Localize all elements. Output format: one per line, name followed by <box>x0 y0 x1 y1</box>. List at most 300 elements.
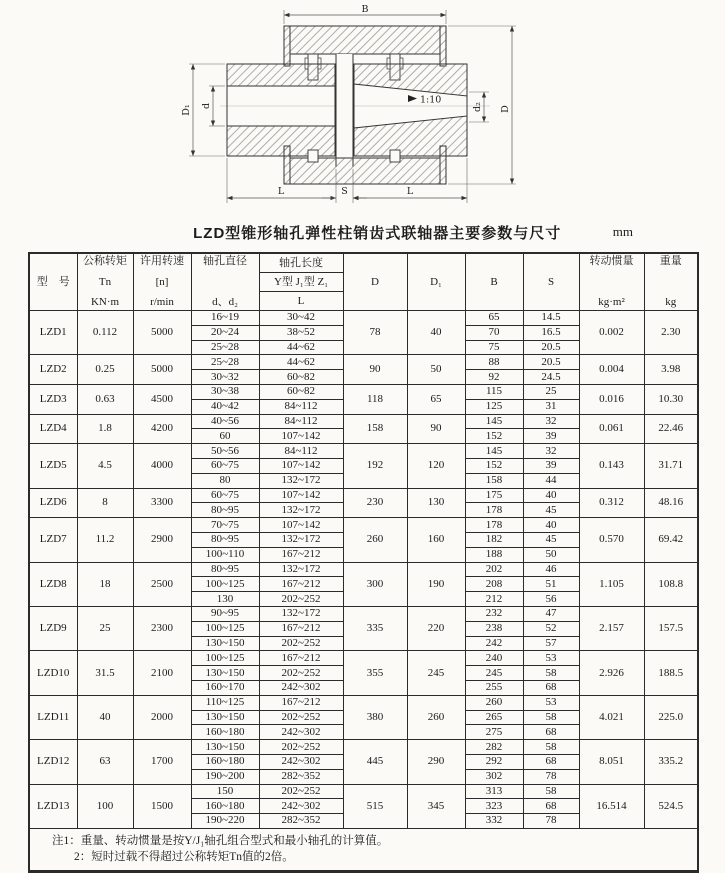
cell-B: 208 <box>465 577 523 592</box>
cell-weight: 524.5 <box>644 784 698 828</box>
col-header-bore-length <box>259 253 343 311</box>
cell-D: 355 <box>343 651 407 695</box>
cell-D1: 220 <box>407 606 465 650</box>
cell-bore-diameter: 190~200 <box>191 769 259 784</box>
cell-S: 53 <box>523 695 579 710</box>
cell-bore-diameter: 100~125 <box>191 577 259 592</box>
cell-B: 302 <box>465 769 523 784</box>
cell-bore-length: 242~302 <box>259 680 343 695</box>
cell-B: 178 <box>465 503 523 518</box>
table-row <box>29 518 698 533</box>
inertia-title: 转动惯量 <box>589 255 634 267</box>
cell-weight: 22.46 <box>644 414 698 444</box>
cell-S: 39 <box>523 429 579 444</box>
sleeve-top-cap-right <box>440 26 446 66</box>
cell-D: 230 <box>343 488 407 518</box>
table-row <box>29 562 698 577</box>
col-header-inertia <box>579 253 644 311</box>
table-row <box>29 355 698 370</box>
cell-B: 292 <box>465 754 523 769</box>
cell-bore-diameter: 25~28 <box>191 340 259 355</box>
dim-label-l-right: L <box>406 186 414 197</box>
cell-S: 78 <box>523 769 579 784</box>
cell-bore-length: 132~172 <box>259 503 343 518</box>
cell-bore-length: 167~212 <box>259 695 343 710</box>
cell-inertia: 8.051 <box>579 740 644 784</box>
cell-speed: 4200 <box>133 414 191 444</box>
table-row <box>29 311 698 326</box>
cell-model: LZD7 <box>29 518 77 562</box>
cell-bore-length: 84~112 <box>259 414 343 429</box>
table-header <box>29 253 698 311</box>
cell-model: LZD1 <box>29 311 77 355</box>
cell-D1: 40 <box>407 311 465 355</box>
notes-cell <box>29 828 698 871</box>
cell-D: 118 <box>343 384 407 414</box>
cell-bore-length: 132~172 <box>259 532 343 547</box>
cell-bore-diameter: 160~170 <box>191 680 259 695</box>
cell-D1: 190 <box>407 562 465 606</box>
cell-model: LZD4 <box>29 414 77 444</box>
cell-bore-diameter: 110~125 <box>191 695 259 710</box>
cell-D: 380 <box>343 695 407 739</box>
cell-bore-length: 84~112 <box>259 444 343 459</box>
col-header-D1 <box>407 253 465 311</box>
cell-B: 202 <box>465 562 523 577</box>
cell-S: 32 <box>523 414 579 429</box>
cell-bore-diameter: 30~32 <box>191 370 259 385</box>
dim-label-b: B <box>361 4 369 15</box>
sleeve-top-cap-left <box>284 26 290 66</box>
cell-bore-diameter: 130~150 <box>191 666 259 681</box>
cell-model: LZD11 <box>29 695 77 739</box>
cell-D1: 290 <box>407 740 465 784</box>
cell-bore-diameter: 100~110 <box>191 547 259 562</box>
cell-B: 275 <box>465 725 523 740</box>
cell-weight: 335.2 <box>644 740 698 784</box>
cell-B: 282 <box>465 740 523 755</box>
table-wrap <box>28 252 697 873</box>
cell-bore-diameter: 60~75 <box>191 488 259 503</box>
col-header-torque <box>77 253 133 311</box>
cell-bore-diameter: 150 <box>191 784 259 799</box>
cell-B: 152 <box>465 458 523 473</box>
table-row <box>29 414 698 429</box>
taper-arrow-icon <box>408 95 417 102</box>
sleeve-bottom-cap-left <box>284 146 290 184</box>
cell-bore-length: 202~252 <box>259 636 343 651</box>
cell-B: 260 <box>465 695 523 710</box>
cell-bore-length: 167~212 <box>259 651 343 666</box>
cell-bore-diameter: 100~125 <box>191 621 259 636</box>
cell-D1: 260 <box>407 695 465 739</box>
cell-weight: 188.5 <box>644 651 698 695</box>
cell-bore-length: 107~142 <box>259 488 343 503</box>
title-row <box>0 222 725 244</box>
inertia-unit: kg·m² <box>598 296 625 308</box>
cell-bore-diameter: 130 <box>191 592 259 607</box>
dim-label-d: d <box>201 102 212 110</box>
cell-S: 58 <box>523 784 579 799</box>
cell-bore-length: 44~62 <box>259 340 343 355</box>
cell-model: LZD6 <box>29 488 77 518</box>
cell-torque: 31.5 <box>77 651 133 695</box>
torque-title: 公称转矩 <box>83 255 127 267</box>
cell-S: 50 <box>523 547 579 562</box>
cell-inertia: 4.021 <box>579 695 644 739</box>
D1-label: D₁ <box>430 275 442 288</box>
cell-S: 78 <box>523 814 579 829</box>
col-header-S <box>523 253 579 311</box>
table-row <box>29 651 698 666</box>
torque-symbol: Tn <box>98 275 112 288</box>
cell-speed: 4500 <box>133 384 191 414</box>
cell-inertia: 16.514 <box>579 784 644 828</box>
notes-row <box>29 828 698 871</box>
cell-speed: 2900 <box>133 518 191 562</box>
bore-len-symbol: L <box>260 291 343 310</box>
cell-torque: 40 <box>77 695 133 739</box>
cell-B: 175 <box>465 488 523 503</box>
table-row <box>29 784 698 799</box>
cell-S: 68 <box>523 680 579 695</box>
cell-B: 125 <box>465 399 523 414</box>
cell-model: LZD2 <box>29 355 77 385</box>
cell-speed: 2300 <box>133 606 191 650</box>
cell-bore-length: 132~172 <box>259 473 343 488</box>
cell-bore-diameter: 130~150 <box>191 636 259 651</box>
cell-S: 53 <box>523 651 579 666</box>
col-header-bore-diameter <box>191 253 259 311</box>
cell-bore-length: 202~252 <box>259 710 343 725</box>
cell-B: 265 <box>465 710 523 725</box>
table-body <box>29 311 698 829</box>
cell-D: 260 <box>343 518 407 562</box>
cell-model: LZD9 <box>29 606 77 650</box>
cell-bore-diameter: 50~56 <box>191 444 259 459</box>
col-header-model <box>29 253 77 311</box>
cell-B: 65 <box>465 311 523 326</box>
speed-unit: r/min <box>150 296 174 308</box>
cell-bore-length: 167~212 <box>259 621 343 636</box>
cell-D1: 160 <box>407 518 465 562</box>
cell-B: 75 <box>465 340 523 355</box>
cell-B: 152 <box>465 429 523 444</box>
cell-D: 335 <box>343 606 407 650</box>
cell-speed: 4000 <box>133 444 191 488</box>
cell-bore-length: 282~352 <box>259 814 343 829</box>
cell-B: 240 <box>465 651 523 666</box>
cell-D1: 50 <box>407 355 465 385</box>
cell-S: 68 <box>523 754 579 769</box>
table-row <box>29 384 698 399</box>
cell-S: 68 <box>523 799 579 814</box>
cell-S: 58 <box>523 666 579 681</box>
col-header-D <box>343 253 407 311</box>
cell-S: 56 <box>523 592 579 607</box>
cell-S: 16.5 <box>523 325 579 340</box>
cell-B: 182 <box>465 532 523 547</box>
cell-D1: 130 <box>407 488 465 518</box>
cell-bore-length: 84~112 <box>259 399 343 414</box>
cell-S: 20.5 <box>523 340 579 355</box>
cell-bore-diameter: 60 <box>191 429 259 444</box>
weight-unit: kg <box>665 296 677 308</box>
cell-speed: 1700 <box>133 740 191 784</box>
cell-bore-length: 242~302 <box>259 725 343 740</box>
cell-speed: 5000 <box>133 355 191 385</box>
cell-B: 245 <box>465 666 523 681</box>
cell-bore-diameter: 80~95 <box>191 562 259 577</box>
cell-torque: 8 <box>77 488 133 518</box>
cell-D1: 90 <box>407 414 465 444</box>
cell-bore-length: 107~142 <box>259 458 343 473</box>
cell-bore-diameter: 130~150 <box>191 740 259 755</box>
coupling-cross-section <box>172 4 544 216</box>
cell-S: 58 <box>523 710 579 725</box>
cell-bore-diameter: 160~180 <box>191 725 259 740</box>
cell-weight: 48.16 <box>644 488 698 518</box>
col-header-B <box>465 253 523 311</box>
speed-title: 许用转速 <box>140 255 184 267</box>
cell-model: LZD5 <box>29 444 77 488</box>
cell-S: 24.5 <box>523 370 579 385</box>
table-notes <box>29 828 698 871</box>
cell-bore-diameter: 20~24 <box>191 325 259 340</box>
center-gap <box>336 54 353 167</box>
cell-bore-length: 60~82 <box>259 370 343 385</box>
cell-bore-diameter: 40~56 <box>191 414 259 429</box>
cell-bore-length: 107~142 <box>259 429 343 444</box>
cell-B: 188 <box>465 547 523 562</box>
cell-B: 115 <box>465 384 523 399</box>
cell-D: 90 <box>343 355 407 385</box>
cell-D: 158 <box>343 414 407 444</box>
cell-bore-diameter: 80 <box>191 473 259 488</box>
cell-B: 145 <box>465 444 523 459</box>
cell-bore-length: 132~172 <box>259 606 343 621</box>
cell-bore-diameter: 80~95 <box>191 532 259 547</box>
cell-torque: 25 <box>77 606 133 650</box>
cell-bore-diameter: 90~95 <box>191 606 259 621</box>
sleeve-bottom-cap-right <box>440 146 446 184</box>
cell-torque: 0.63 <box>77 384 133 414</box>
cell-inertia: 2.157 <box>579 606 644 650</box>
cell-bore-length: 282~352 <box>259 769 343 784</box>
cell-D1: 345 <box>407 784 465 828</box>
sleeve-top <box>290 26 440 54</box>
cell-torque: 18 <box>77 562 133 606</box>
cell-bore-diameter: 40~42 <box>191 399 259 414</box>
cell-S: 32 <box>523 444 579 459</box>
cell-inertia: 0.143 <box>579 444 644 488</box>
bore-len-types: Y型 J₁型 Z₁ <box>260 272 343 291</box>
torque-unit: KN·m <box>90 296 120 308</box>
cell-weight: 10.30 <box>644 384 698 414</box>
cell-bore-length: 107~142 <box>259 518 343 533</box>
dim-label-d2: d₂ <box>472 102 483 112</box>
cell-bore-length: 202~252 <box>259 666 343 681</box>
dim-label-s: S <box>341 186 348 197</box>
cell-model: LZD3 <box>29 384 77 414</box>
cell-torque: 100 <box>77 784 133 828</box>
cell-bore-diameter: 100~125 <box>191 651 259 666</box>
cell-D1: 65 <box>407 384 465 414</box>
cell-inertia: 0.570 <box>579 518 644 562</box>
cell-bore-length: 202~252 <box>259 784 343 799</box>
cell-torque: 1.8 <box>77 414 133 444</box>
cell-torque: 4.5 <box>77 444 133 488</box>
cell-inertia: 0.061 <box>579 414 644 444</box>
hub-left-upper <box>227 64 335 86</box>
cell-bore-length: 38~52 <box>259 325 343 340</box>
cell-inertia: 1.105 <box>579 562 644 606</box>
cell-speed: 2100 <box>133 651 191 695</box>
col-header-speed <box>133 253 191 311</box>
cell-weight: 225.0 <box>644 695 698 739</box>
cell-inertia: 0.312 <box>579 488 644 518</box>
cell-model: LZD8 <box>29 562 77 606</box>
cell-bore-length: 242~302 <box>259 754 343 769</box>
cell-bore-length: 60~82 <box>259 384 343 399</box>
cell-S: 44 <box>523 473 579 488</box>
D-label: D <box>371 275 379 288</box>
cell-bore-diameter: 80~95 <box>191 503 259 518</box>
cell-weight: 3.98 <box>644 355 698 385</box>
cell-D: 515 <box>343 784 407 828</box>
note-1: 注1：重量、转动惯量是按Y/J₁轴孔组合型式和最小轴孔的计算值。 <box>52 834 389 847</box>
pin-bottom-left <box>308 150 318 162</box>
bore-len-title: 轴孔长度 <box>279 256 323 269</box>
cell-bore-diameter: 160~180 <box>191 799 259 814</box>
cell-B: 92 <box>465 370 523 385</box>
cell-torque: 63 <box>77 740 133 784</box>
hub-left-lower <box>227 126 335 156</box>
cell-B: 242 <box>465 636 523 651</box>
taper-label: 1:10 <box>420 94 442 106</box>
cell-inertia: 0.002 <box>579 311 644 355</box>
cell-D1: 245 <box>407 651 465 695</box>
cell-B: 145 <box>465 414 523 429</box>
cell-model: LZD13 <box>29 784 77 828</box>
cell-bore-diameter: 30~38 <box>191 384 259 399</box>
cell-B: 232 <box>465 606 523 621</box>
cell-S: 39 <box>523 458 579 473</box>
dim-label-l-left: L <box>277 186 285 197</box>
note-2: 2：短时过载不得超过公称转矩Tn值的2倍。 <box>74 850 294 863</box>
cell-B: 212 <box>465 592 523 607</box>
col-header-weight <box>644 253 698 311</box>
cell-speed: 2000 <box>133 695 191 739</box>
cell-bore-length: 30~42 <box>259 311 343 326</box>
unit-label: mm <box>612 224 633 239</box>
cell-D: 192 <box>343 444 407 488</box>
cell-B: 255 <box>465 680 523 695</box>
cell-D: 78 <box>343 311 407 355</box>
cell-S: 47 <box>523 606 579 621</box>
cell-inertia: 0.004 <box>579 355 644 385</box>
cell-bore-diameter: 25~28 <box>191 355 259 370</box>
cell-bore-diameter: 70~75 <box>191 518 259 533</box>
cell-S: 40 <box>523 488 579 503</box>
header-row <box>29 253 698 311</box>
cell-B: 178 <box>465 518 523 533</box>
table-row <box>29 606 698 621</box>
B-label: B <box>490 275 498 288</box>
hub-right-upper <box>354 64 467 96</box>
cell-bore-length: 132~172 <box>259 562 343 577</box>
cell-bore-diameter: 130~150 <box>191 710 259 725</box>
cell-torque: 0.112 <box>77 311 133 355</box>
table-row <box>29 444 698 459</box>
cell-S: 57 <box>523 636 579 651</box>
cell-B: 323 <box>465 799 523 814</box>
cell-inertia: 2.926 <box>579 651 644 695</box>
cell-weight: 2.30 <box>644 311 698 355</box>
cell-torque: 11.2 <box>77 518 133 562</box>
cell-S: 14.5 <box>523 311 579 326</box>
cell-S: 25 <box>523 384 579 399</box>
cell-B: 88 <box>465 355 523 370</box>
cell-model: LZD10 <box>29 651 77 695</box>
cell-weight: 157.5 <box>644 606 698 650</box>
cell-inertia: 0.016 <box>579 384 644 414</box>
cell-weight: 69.42 <box>644 518 698 562</box>
bore-dia-symbol: d、d₂ <box>212 296 238 308</box>
S-label: S <box>547 275 555 288</box>
cell-speed: 3300 <box>133 488 191 518</box>
parameters-table <box>28 252 699 873</box>
hub-right-lower <box>354 116 467 156</box>
cell-S: 52 <box>523 621 579 636</box>
cell-S: 20.5 <box>523 355 579 370</box>
cell-weight: 108.8 <box>644 562 698 606</box>
cell-B: 332 <box>465 814 523 829</box>
cell-B: 158 <box>465 473 523 488</box>
cell-bore-diameter: 60~75 <box>191 458 259 473</box>
cell-speed: 1500 <box>133 784 191 828</box>
coupling-drawing <box>172 4 544 216</box>
cell-model: LZD12 <box>29 740 77 784</box>
table-row <box>29 488 698 503</box>
cell-bore-length: 242~302 <box>259 799 343 814</box>
cell-S: 45 <box>523 503 579 518</box>
bore-dia-title: 轴孔直径 <box>203 255 247 267</box>
cell-S: 40 <box>523 518 579 533</box>
cell-D1: 120 <box>407 444 465 488</box>
cell-bore-length: 202~252 <box>259 740 343 755</box>
cell-bore-length: 167~212 <box>259 577 343 592</box>
cell-B: 70 <box>465 325 523 340</box>
cell-bore-length: 44~62 <box>259 355 343 370</box>
cell-S: 68 <box>523 725 579 740</box>
col-header-model-label: 型 号 <box>36 275 70 288</box>
cell-torque: 0.25 <box>77 355 133 385</box>
cell-S: 46 <box>523 562 579 577</box>
cell-bore-length: 167~212 <box>259 547 343 562</box>
weight-title: 重量 <box>659 255 682 267</box>
cell-bore-length: 202~252 <box>259 592 343 607</box>
table-row <box>29 695 698 710</box>
cell-bore-diameter: 190~220 <box>191 814 259 829</box>
cell-S: 31 <box>523 399 579 414</box>
cell-B: 238 <box>465 621 523 636</box>
cell-S: 45 <box>523 532 579 547</box>
dim-label-d1: D₁ <box>181 104 192 116</box>
speed-symbol: [n] <box>155 275 169 288</box>
page-title: LZD型锥形轴孔弹性柱销齿式联轴器主要参数与尺寸 <box>193 225 562 242</box>
pin-bottom-right <box>390 150 400 162</box>
